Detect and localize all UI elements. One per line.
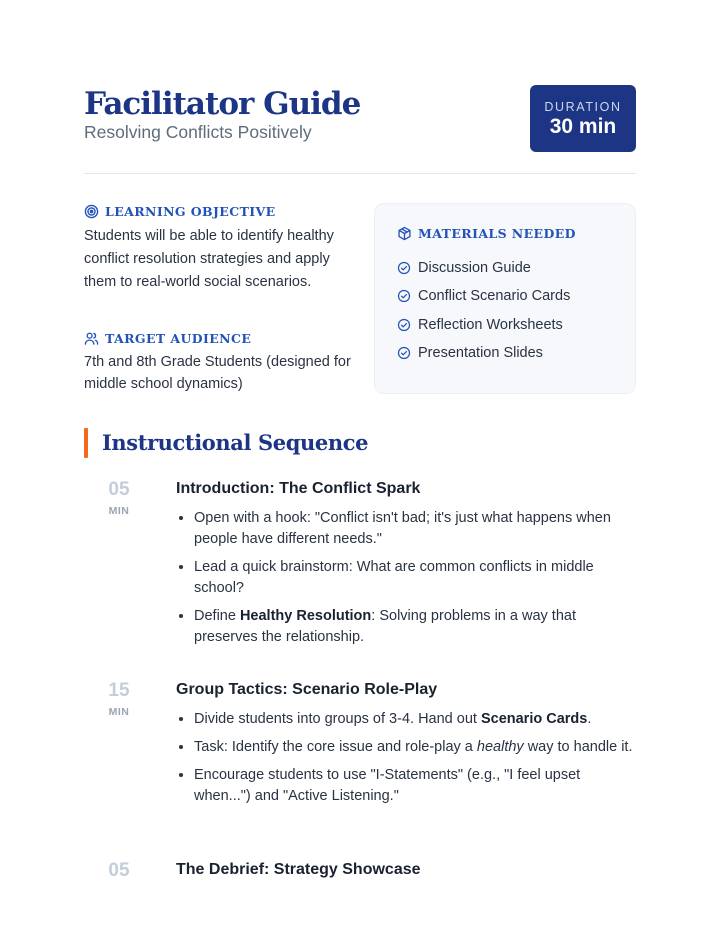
step-minutes: 05 <box>108 860 130 881</box>
material-label: Conflict Scenario Cards <box>418 288 571 305</box>
learning-objective-label: LEARNING OBJECTIVE <box>105 204 276 219</box>
target-audience-label: TARGET AUDIENCE <box>105 331 252 346</box>
material-label: Presentation Slides <box>418 345 543 362</box>
document-header <box>84 85 636 175</box>
list-item: • Encourage students to use "I-Statements" (e.g., "I feel upset when...") and "Active Listening." <box>194 765 639 807</box>
section-accent-bar <box>84 428 88 458</box>
material-label: Discussion Guide <box>418 260 531 277</box>
duration-label: DURATION <box>544 100 622 114</box>
emphasis-text: Healthy Resolution <box>239 608 372 624</box>
step-title: Group Tactics: Scenario Role-Play <box>176 681 438 698</box>
target-icon <box>84 204 99 219</box>
emphasis-text: healthy <box>476 739 524 755</box>
header-divider <box>84 173 636 174</box>
duration-badge <box>530 85 636 152</box>
list-item: • Define Healthy Resolution: Solving problems in a way that preserves the relationship. <box>194 606 639 648</box>
list-item: • Divide students into groups of 3-4. Hand out Scenario Cards. <box>194 709 639 730</box>
list-item <box>397 254 570 282</box>
check-circle-icon <box>397 289 411 303</box>
step-title: Introduction: The Conflict Spark <box>176 480 421 497</box>
materials-heading <box>397 226 576 241</box>
step-minutes: 05 <box>108 479 130 500</box>
check-circle-icon <box>397 261 411 275</box>
material-label: Reflection Worksheets <box>418 316 563 333</box>
check-circle-icon <box>397 318 411 332</box>
list-item <box>397 311 570 339</box>
list-item: • Task: Identify the core issue and role-play a healthy way to handle it. <box>194 737 639 758</box>
target-audience-heading <box>84 331 251 346</box>
list-item <box>397 339 570 367</box>
list-item: • Lead a quick brainstorm: What are common conflicts in middle school? <box>194 557 639 599</box>
step-minutes: 15 <box>108 680 130 701</box>
list-item: • Open with a hook: "Conflict isn't bad; it's just what happens when people have different needs." <box>194 508 639 550</box>
materials-card <box>374 203 636 394</box>
step-title: The Debrief: Strategy Showcase <box>176 861 421 878</box>
materials-list <box>397 254 570 367</box>
duration-value: 30 min <box>549 115 617 138</box>
box-icon <box>397 226 412 241</box>
sequence-title: Instructional Sequence <box>102 430 369 455</box>
learning-objective-heading <box>84 204 276 219</box>
check-circle-icon <box>397 346 411 360</box>
step-bullets <box>194 508 639 655</box>
page-subtitle: Resolving Conflicts Positively <box>84 122 312 142</box>
page-title: Facilitator Guide <box>84 86 361 122</box>
users-icon <box>84 331 99 346</box>
step-unit: MIN <box>108 505 130 517</box>
learning-objective-text: Students will be able to identify healthy conflict resolution strategies and apply them to real-world social scenarios. <box>84 228 334 290</box>
list-item <box>397 282 570 310</box>
emphasis-text: Scenario Cards <box>480 711 588 727</box>
step-unit: MIN <box>108 706 130 718</box>
target-audience-text: 7th and 8th Grade Students (designed for middle school dynamics) <box>84 354 351 392</box>
step-bullets <box>194 709 639 814</box>
materials-label: MATERIALS NEEDED <box>418 226 576 241</box>
